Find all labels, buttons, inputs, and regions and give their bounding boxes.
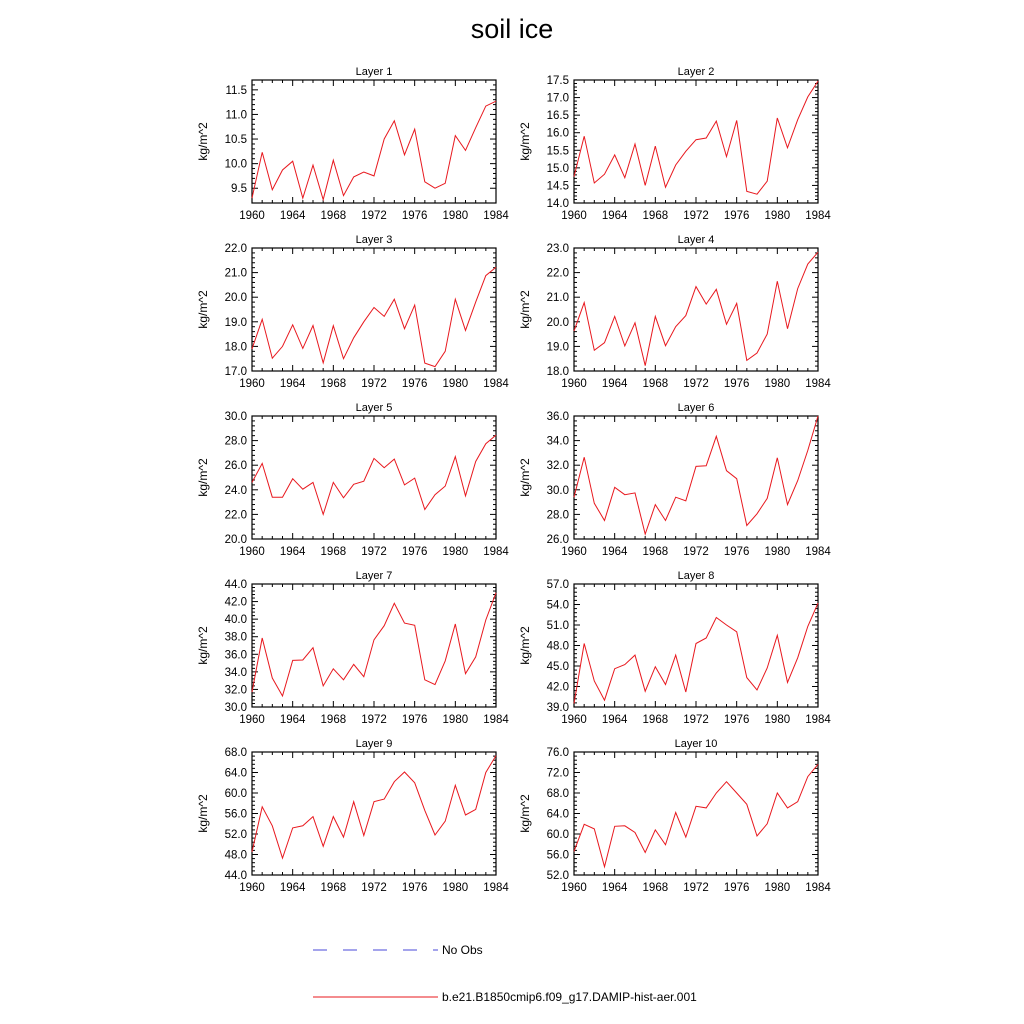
y-tick-label: 19.0 <box>224 316 247 329</box>
panel-title: Layer 4 <box>677 234 715 246</box>
y-axis-label: kg/m^2 <box>518 290 532 329</box>
x-tick-label: 1972 <box>361 546 387 558</box>
y-tick-label: 52.0 <box>546 870 569 882</box>
x-tick-label: 1976 <box>401 378 428 390</box>
y-tick-label: 16.0 <box>546 127 569 140</box>
y-tick-label: 22.0 <box>224 509 247 522</box>
x-tick-label: 1984 <box>483 378 509 390</box>
y-tick-label: 15.5 <box>546 145 569 158</box>
panel-4 <box>518 234 831 390</box>
y-tick-label: 21.0 <box>546 292 569 305</box>
x-tick-label: 1980 <box>442 546 469 558</box>
y-tick-label: 28.0 <box>224 435 247 448</box>
x-tick-label: 1972 <box>683 882 709 894</box>
x-tick-label: 1984 <box>805 714 831 726</box>
x-tick-label: 1960 <box>561 378 587 390</box>
y-tick-label: 72.0 <box>546 767 569 780</box>
y-tick-label: 21.0 <box>224 267 247 280</box>
y-tick-label: 22.0 <box>224 243 247 255</box>
y-tick-label: 64.0 <box>546 808 569 821</box>
x-tick-label: 1984 <box>805 546 831 558</box>
y-tick-label: 42.0 <box>546 681 569 694</box>
panel-title: Layer 10 <box>674 738 718 750</box>
x-tick-label: 1960 <box>239 882 265 894</box>
x-tick-label: 1984 <box>805 882 831 894</box>
x-tick-label: 1980 <box>764 714 791 726</box>
y-tick-label: 64.0 <box>224 767 247 780</box>
y-tick-label: 15.0 <box>546 162 569 175</box>
y-tick-label: 17.0 <box>546 92 569 105</box>
y-tick-label: 56.0 <box>546 849 569 862</box>
panel-title: Layer 3 <box>355 234 393 246</box>
x-tick-label: 1972 <box>683 210 709 222</box>
y-tick-label: 34.0 <box>224 666 247 679</box>
panel-title: Layer 7 <box>355 570 393 582</box>
x-tick-label: 1976 <box>723 882 750 894</box>
y-tick-label: 36.0 <box>224 649 247 662</box>
x-tick-label: 1980 <box>442 210 469 222</box>
x-tick-label: 1964 <box>279 714 306 726</box>
x-tick-label: 1968 <box>642 882 669 894</box>
x-tick-label: 1980 <box>442 882 469 894</box>
x-tick-label: 1976 <box>723 210 750 222</box>
x-tick-label: 1976 <box>401 882 428 894</box>
panel-1 <box>196 66 509 222</box>
series-line <box>574 764 818 867</box>
plot-frame <box>252 752 496 875</box>
series-line <box>574 252 818 365</box>
y-tick-label: 60.0 <box>546 829 569 841</box>
x-tick-label: 1972 <box>361 714 387 726</box>
y-tick-label: 44.0 <box>224 579 247 591</box>
panel-title: Layer 8 <box>677 570 715 582</box>
x-tick-label: 1964 <box>601 714 628 726</box>
plot-frame <box>574 80 818 203</box>
y-tick-label: 30.0 <box>224 411 247 423</box>
y-axis-label: kg/m^2 <box>518 122 532 161</box>
x-tick-label: 1960 <box>239 546 265 558</box>
plot-frame <box>574 248 818 371</box>
x-tick-label: 1976 <box>401 210 428 222</box>
series-line <box>252 435 496 514</box>
y-tick-label: 11.5 <box>225 84 247 97</box>
y-axis-label: kg/m^2 <box>518 458 532 497</box>
x-tick-label: 1960 <box>561 546 587 558</box>
x-tick-label: 1968 <box>642 378 669 390</box>
series-line <box>252 101 496 199</box>
x-tick-label: 1976 <box>401 714 428 726</box>
y-tick-label: 54.0 <box>546 599 569 612</box>
x-tick-label: 1968 <box>642 546 669 558</box>
x-tick-label: 1980 <box>764 210 791 222</box>
panel-title: Layer 1 <box>355 66 393 78</box>
y-tick-label: 18.0 <box>546 366 569 378</box>
y-axis-label: kg/m^2 <box>196 458 210 497</box>
x-tick-label: 1968 <box>320 546 347 558</box>
y-tick-label: 56.0 <box>224 808 247 821</box>
y-tick-label: 76.0 <box>546 747 569 759</box>
x-tick-label: 1964 <box>601 546 628 558</box>
x-tick-label: 1984 <box>483 714 509 726</box>
legend <box>313 943 697 1004</box>
y-tick-label: 16.5 <box>546 110 569 123</box>
y-tick-label: 51.0 <box>546 620 569 632</box>
x-tick-label: 1968 <box>320 882 347 894</box>
x-tick-label: 1960 <box>561 714 587 726</box>
x-tick-label: 1984 <box>483 210 509 222</box>
panel-title: Layer 9 <box>355 738 393 750</box>
y-tick-label: 28.0 <box>546 509 569 522</box>
y-axis-label: kg/m^2 <box>196 290 210 329</box>
y-tick-label: 57.0 <box>546 579 569 591</box>
y-tick-label: 68.0 <box>224 747 247 759</box>
y-tick-label: 10.5 <box>224 134 247 147</box>
x-tick-label: 1984 <box>483 882 509 894</box>
x-tick-label: 1976 <box>723 714 750 726</box>
y-tick-label: 32.0 <box>546 460 569 473</box>
x-tick-label: 1968 <box>642 714 669 726</box>
x-tick-label: 1964 <box>601 378 628 390</box>
y-tick-label: 22.0 <box>546 267 569 280</box>
y-tick-label: 20.0 <box>224 534 247 546</box>
y-tick-label: 68.0 <box>546 788 569 800</box>
y-axis-label: kg/m^2 <box>196 122 210 161</box>
x-tick-label: 1976 <box>723 546 750 558</box>
panel-6 <box>518 402 831 558</box>
y-tick-label: 26.0 <box>224 460 247 473</box>
series-line <box>574 603 818 704</box>
y-tick-label: 34.0 <box>546 435 569 448</box>
x-tick-label: 1972 <box>683 546 709 558</box>
plot-frame <box>574 752 818 875</box>
x-tick-label: 1984 <box>805 210 831 222</box>
panel-7 <box>196 570 509 726</box>
y-tick-label: 38.0 <box>224 631 247 644</box>
y-tick-label: 48.0 <box>546 640 569 653</box>
legend-label-no-obs: No Obs <box>442 943 483 957</box>
plot-frame <box>252 248 496 371</box>
x-tick-label: 1964 <box>279 546 306 558</box>
y-axis-label: kg/m^2 <box>518 626 532 665</box>
y-tick-label: 32.0 <box>224 684 247 697</box>
panel-title: Layer 6 <box>677 402 715 414</box>
panel-9 <box>196 738 509 894</box>
x-tick-label: 1980 <box>764 546 791 558</box>
y-tick-label: 45.0 <box>546 661 569 673</box>
x-tick-label: 1972 <box>683 378 709 390</box>
x-tick-label: 1980 <box>764 378 791 390</box>
series-line <box>574 416 818 534</box>
panel-3 <box>196 234 509 390</box>
panel-5 <box>196 402 509 558</box>
series-line <box>252 756 496 859</box>
y-tick-label: 20.0 <box>546 316 569 329</box>
y-tick-label: 42.0 <box>224 596 247 609</box>
y-tick-label: 20.0 <box>224 292 247 305</box>
y-tick-label: 18.0 <box>224 341 247 354</box>
y-tick-label: 14.0 <box>546 198 569 210</box>
y-tick-label: 14.5 <box>546 180 569 193</box>
y-tick-label: 26.0 <box>546 534 569 546</box>
y-tick-label: 40.0 <box>224 614 247 627</box>
x-tick-label: 1960 <box>239 210 265 222</box>
y-tick-label: 36.0 <box>546 411 569 423</box>
y-axis-label: kg/m^2 <box>196 794 210 833</box>
y-tick-label: 48.0 <box>224 849 247 862</box>
y-tick-label: 17.5 <box>546 75 569 87</box>
x-tick-label: 1964 <box>279 882 306 894</box>
y-tick-label: 30.0 <box>224 702 247 714</box>
x-tick-label: 1960 <box>239 714 265 726</box>
y-tick-label: 44.0 <box>224 870 247 882</box>
panel-8 <box>518 570 831 726</box>
figure-title: soil ice <box>470 14 554 44</box>
legend-label-model: b.e21.B1850cmip6.f09_g17.DAMIP-hist-aer.001 <box>442 990 697 1004</box>
x-tick-label: 1984 <box>805 378 831 390</box>
series-line <box>252 267 496 366</box>
y-tick-label: 24.0 <box>224 484 247 497</box>
panel-title: Layer 5 <box>355 402 393 414</box>
panel-title: Layer 2 <box>677 66 715 78</box>
x-tick-label: 1968 <box>320 714 347 726</box>
x-tick-label: 1960 <box>239 378 265 390</box>
x-tick-label: 1972 <box>361 210 387 222</box>
panel-2 <box>518 66 831 222</box>
x-tick-label: 1972 <box>683 714 709 726</box>
x-tick-label: 1976 <box>401 546 428 558</box>
series-line <box>574 81 818 194</box>
x-tick-label: 1976 <box>723 378 750 390</box>
plot-frame <box>252 416 496 539</box>
y-axis-label: kg/m^2 <box>518 794 532 833</box>
x-tick-label: 1964 <box>279 210 306 222</box>
y-tick-label: 52.0 <box>224 829 247 841</box>
y-tick-label: 23.0 <box>546 243 569 255</box>
y-tick-label: 11.0 <box>225 109 247 122</box>
x-tick-label: 1960 <box>561 882 587 894</box>
x-tick-label: 1972 <box>361 882 387 894</box>
y-tick-label: 17.0 <box>224 366 247 378</box>
y-tick-label: 30.0 <box>546 484 569 497</box>
y-tick-label: 60.0 <box>224 788 247 800</box>
x-tick-label: 1972 <box>361 378 387 390</box>
x-tick-label: 1980 <box>764 882 791 894</box>
y-tick-label: 19.0 <box>546 341 569 354</box>
x-tick-label: 1968 <box>320 210 347 222</box>
x-tick-label: 1964 <box>279 378 306 390</box>
x-tick-label: 1960 <box>561 210 587 222</box>
y-axis-label: kg/m^2 <box>196 626 210 665</box>
y-tick-label: 9.5 <box>231 183 247 196</box>
x-tick-label: 1980 <box>442 714 469 726</box>
x-tick-label: 1964 <box>601 210 628 222</box>
x-tick-label: 1964 <box>601 882 628 894</box>
y-tick-label: 39.0 <box>546 702 569 714</box>
y-tick-label: 10.0 <box>224 158 247 171</box>
panel-10 <box>518 738 831 894</box>
x-tick-label: 1984 <box>483 546 509 558</box>
x-tick-label: 1968 <box>320 378 347 390</box>
x-tick-label: 1968 <box>642 210 669 222</box>
x-tick-label: 1980 <box>442 378 469 390</box>
series-line <box>252 593 496 696</box>
